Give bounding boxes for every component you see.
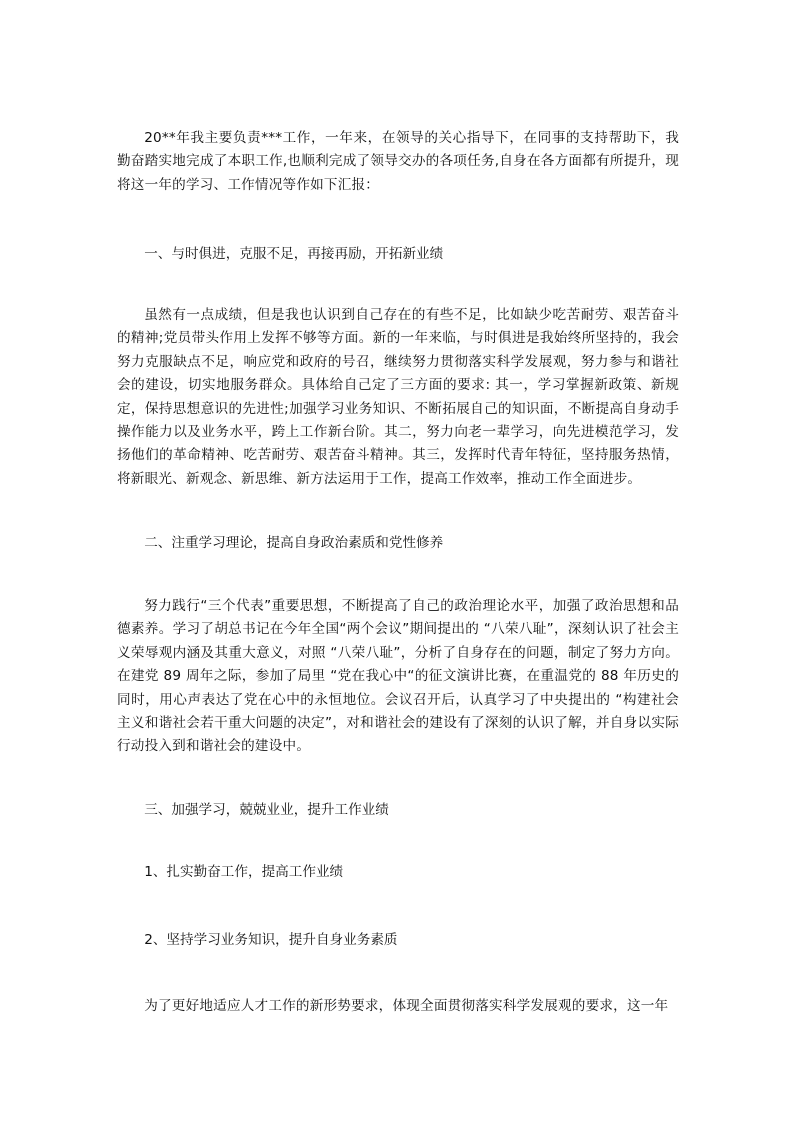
section-1-heading: 一、与时俱进，克服不足，再接再励，开拓新业绩 xyxy=(144,246,444,262)
subheading-2: 2、坚持学习业务知识，提升自身业务素质 xyxy=(144,932,398,948)
section-1-body: 虽然有一点成绩，但是我也认识到自己存在的有些不足，比如缺少吃苦耐劳、艰苦奋斗的精神;党员带头作用上发挥不够等方面。新的一年来临，与时俱进是我始终所坚持的，我会努力克服缺点不足，响应党和政府的号召，继续努力贯彻落实科学发展观，努力参与和谐社会的建设，切实地服务群众。具体给自己定了三方面的要求: 其一，学习掌握新政策、新规定，保持思想意识的先进性;加强学习业务知识、不断拓展自己的知识面，不断提高自身动手操作能力以及业务水平，跨上工作新台阶。其二，努力向老一辈学习，向先进模范学习，发扬他们的革命精神、吃苦耐劳、艰苦奋斗精神。其三，发挥时代青年特征，坚持服务热情，将新眼光、新观念、新思维、新方法运用于工作，提高工作效率，推动工作全面进步。 xyxy=(117,307,679,487)
section-3-body: 为了更好地适应人才工作的新形势要求，体现全面贯彻落实科学发展观的要求，这一年 xyxy=(144,998,669,1014)
section-3-heading: 三、加强学习，兢兢业业，提升工作业绩 xyxy=(144,802,389,818)
subheading-1: 1、扎实勤奋工作，提高工作业绩 xyxy=(144,864,344,880)
intro-paragraph: 20**年我主要负责***工作，一年来，在领导的关心指导下，在同事的支持帮助下，我勤奋踏实地完成了本职工作,也顺利完成了领导交办的各项任务,自身在各方面都有所提升，现将这一年的学习、工作情况等作如下汇报： xyxy=(117,130,679,193)
section-2-heading: 二、注重学习理论，提高自身政治素质和党性修养 xyxy=(144,535,444,551)
section-2-body: 努力践行“三个代表”重要思想，不断提高了自己的政治理论水平，加强了政治思想和品德素养。学习了胡总书记在今年全国“两个会议”期间提出的 “八荣八耻”，深刻认识了社会主义荣辱观内涵及其重大意义，对照 “八荣八耻”，分析了自身存在的问题，制定了努力方向。在建党 89 周年之际，参加了局里 “党在我心中“的征文演讲比赛，在重温党的 88 年历史的同时，用心声表达了党在心中的永恒地位。会议召开后，认真学习了中央提出的 “构建社会主义和谐社会若干重大问题的决定”，对和谐社会的建设有了深刻的认识了解，并自身以实际行动投入到和谐社会的建设中。 xyxy=(117,598,679,755)
